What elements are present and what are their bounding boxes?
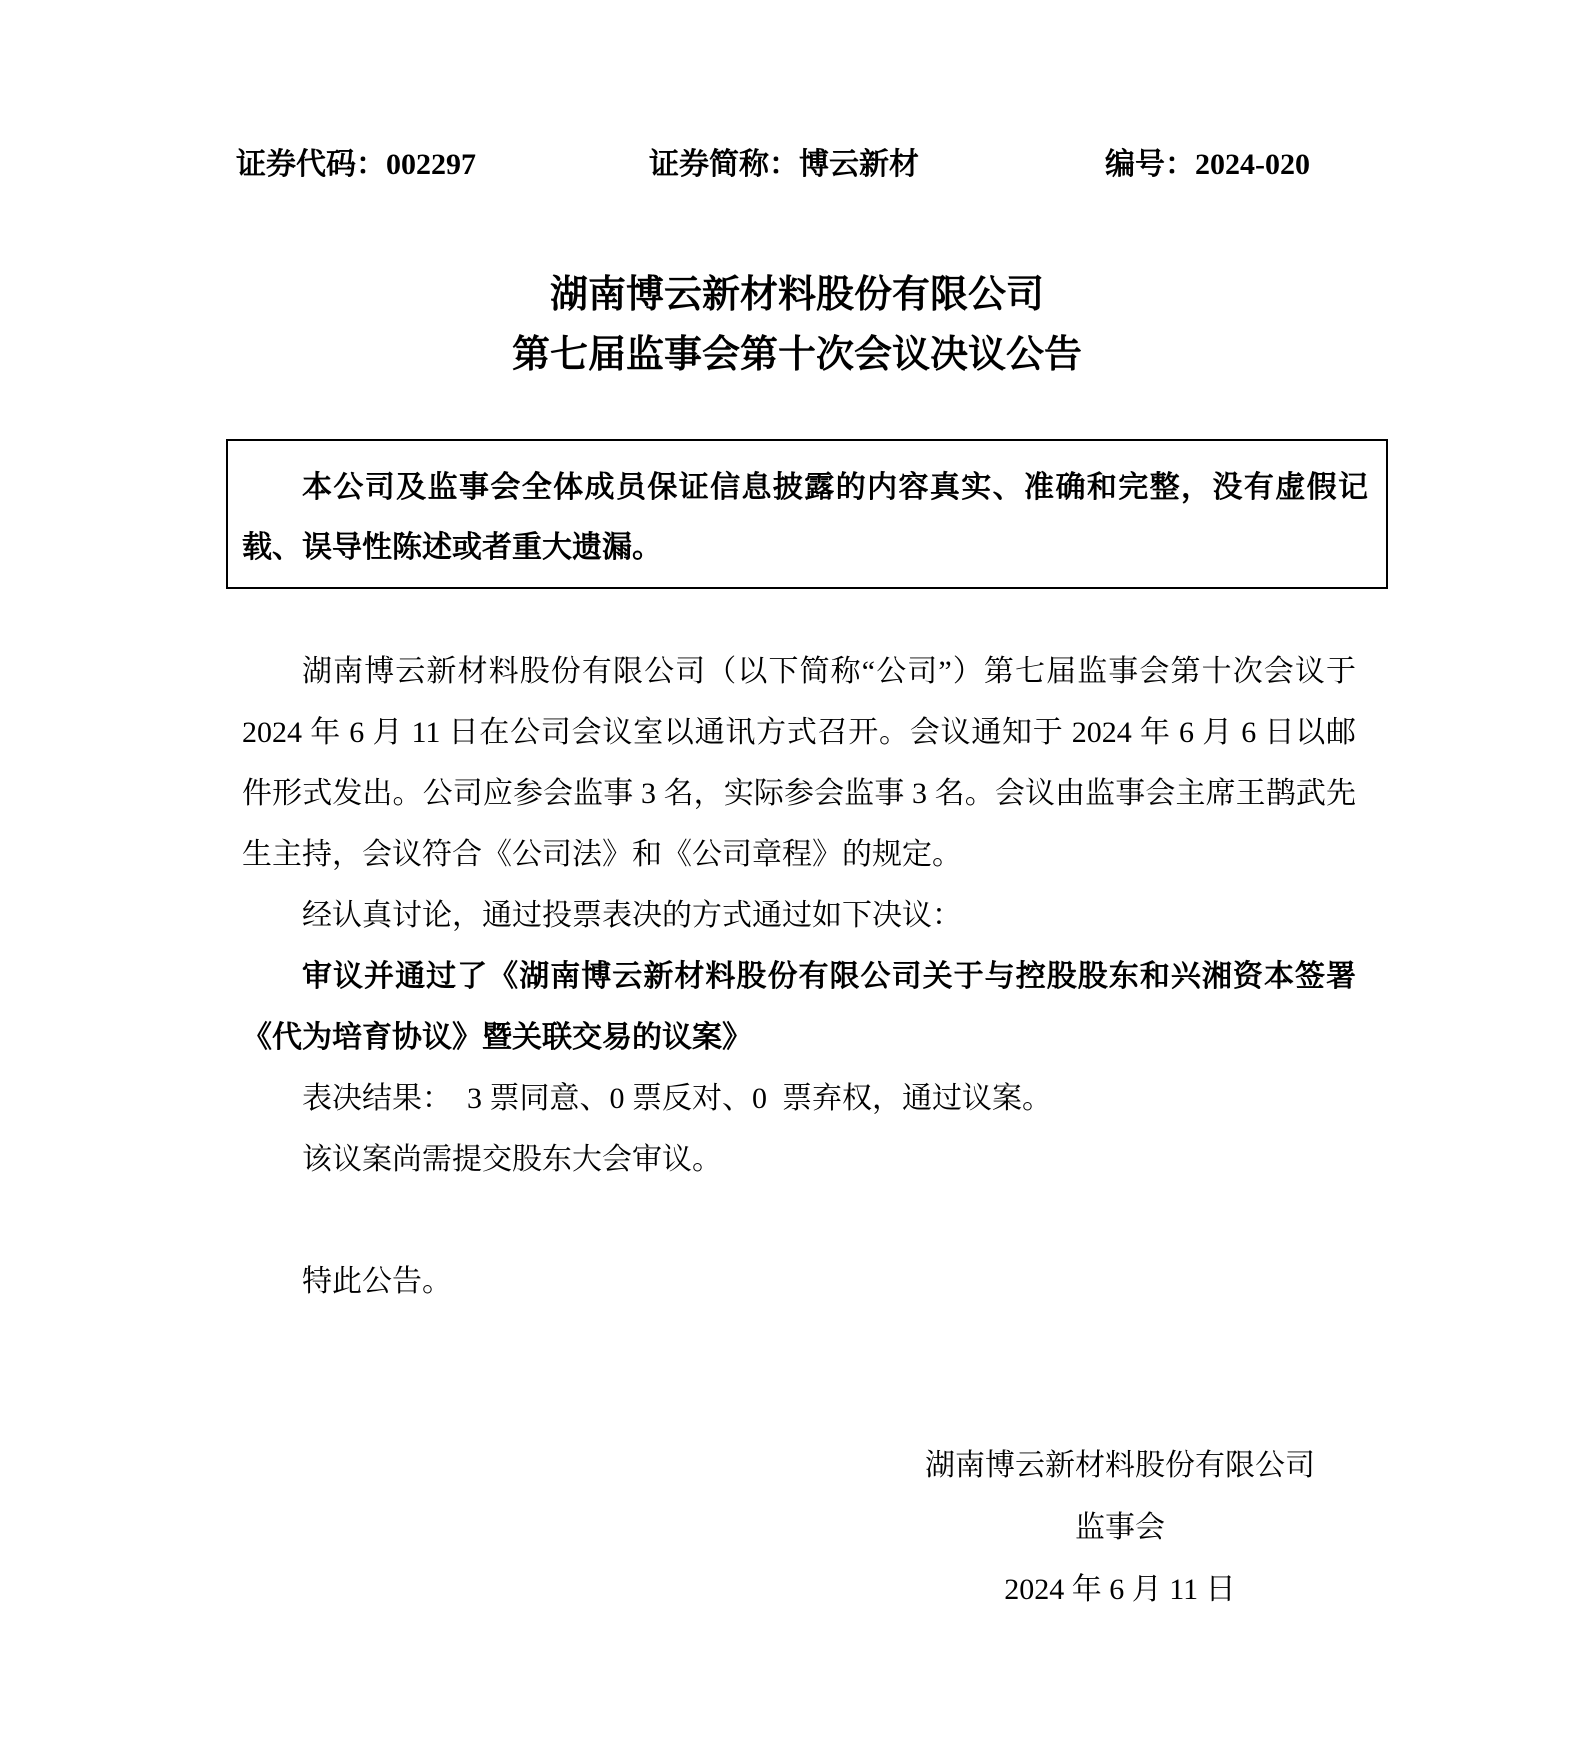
document-header-row — [0, 147, 1587, 187]
paragraph-submit-shareholders: 该议案尚需提交股东大会审议。 — [302, 1143, 722, 1176]
paragraph-resolution-item: 审议并通过了《湖南博云新材料股份有限公司关于与控股股东和兴湘资本签署《代为培育协议》暨关联交易的议案》 — [242, 960, 1356, 1054]
signature-date: 2024 年 6 月 11 日 — [1004, 1573, 1236, 1606]
company-title: 湖南博云新材料股份有限公司 — [549, 274, 1044, 316]
body-content — [242, 641, 1364, 1312]
paragraph-resolution-intro: 经认真讨论，通过投票表决的方式通过如下决议： — [302, 899, 962, 932]
paragraph-vote-result: 表决结果： 3 票同意、0 票反对、0 票弃权，通过议案。 — [302, 1082, 1052, 1115]
announcement-title: 第七届监事会第十次会议决议公告 — [511, 334, 1082, 376]
signature-company: 湖南博云新材料股份有限公司 — [925, 1449, 1315, 1482]
disclaimer-text: 本公司及监事会全体成员保证信息披露的内容真实、准确和完整，没有虚假记载、误导性陈述或者重大遗漏。 — [242, 471, 1368, 564]
paragraph-meeting-details: 湖南博云新材料股份有限公司（以下简称“公司”）第七届监事会第十次会议于 2024 年 6 月 11 日在公司会议室以通讯方式召开。会议通知于 2024 年 6 月 6 日以邮件形式发出。公司应参会监事 3 名，实际参会监事 3 名。会议由监事会主席王鹊武先生主持，会议符合《公司法》和《公司章程》的规定。 — [242, 655, 1364, 871]
doc-number-text: 编号：2024-020 — [1105, 148, 1310, 181]
signature-block — [888, 1435, 1352, 1621]
signature-department: 监事会 — [1075, 1511, 1165, 1544]
stock-abbr-text: 证券简称：博云新材 — [649, 148, 919, 181]
paragraph-notice: 特此公告。 — [302, 1265, 452, 1298]
disclaimer-box — [226, 439, 1388, 589]
stock-code-text: 证券代码：002297 — [236, 148, 476, 181]
